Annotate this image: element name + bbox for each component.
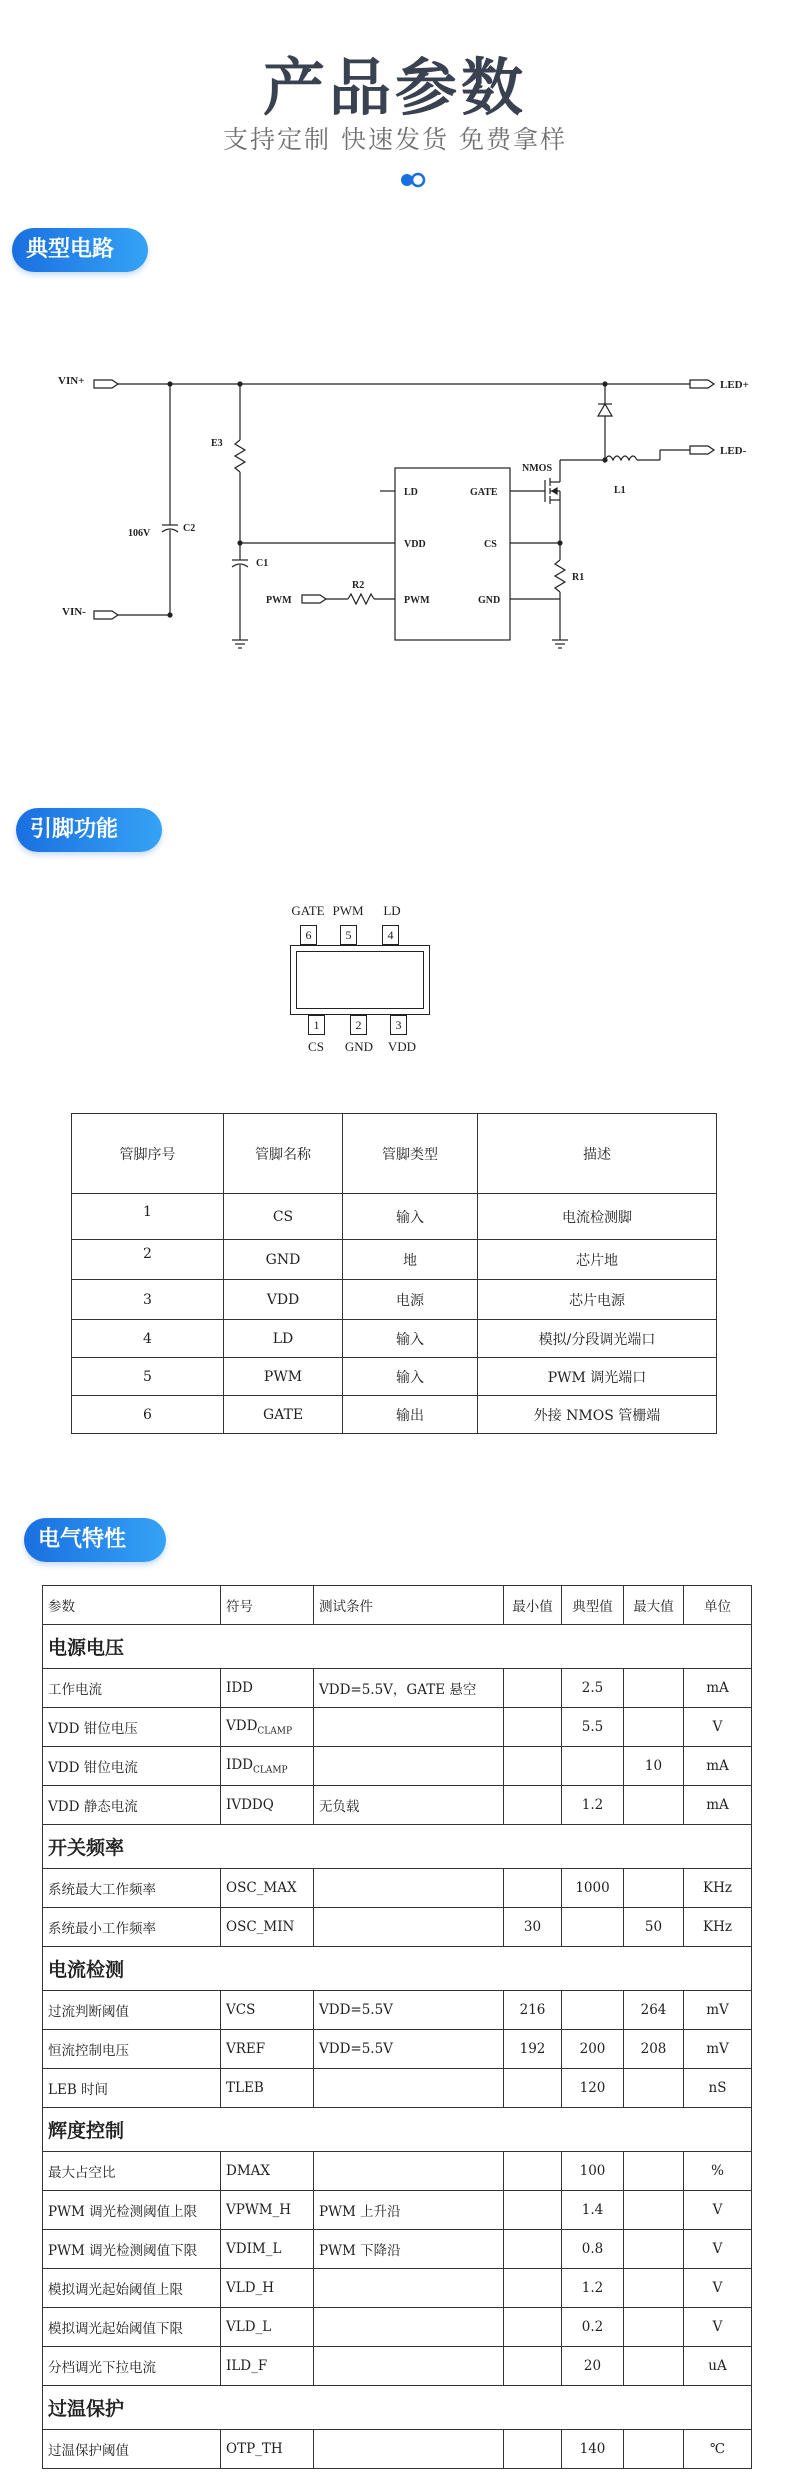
page-subtitle: 支持定制 快速发货 免费拿样 — [223, 125, 567, 154]
table-cell: uA — [684, 2347, 752, 2386]
table-cell — [624, 2152, 684, 2191]
table-cell: 5 — [72, 1358, 224, 1396]
table-cell: VDD 钳位电流 — [43, 1747, 221, 1786]
section-title-pins: 引脚功能 — [16, 808, 162, 852]
table-cell: 1 — [72, 1194, 224, 1240]
table-cell: OSC_MIN — [221, 1908, 314, 1947]
table-cell — [504, 2308, 562, 2347]
table-cell: VDD=5.5V，GATE 悬空 — [314, 1669, 504, 1708]
table-section-header — [43, 1625, 752, 1669]
e3-label: E3 — [211, 438, 223, 449]
table-cell: 30 — [504, 1908, 562, 1947]
table-cell — [562, 1991, 624, 2030]
table-cell: 无负载 — [314, 1786, 504, 1825]
table-cell — [314, 1869, 504, 1908]
ic-pin-cs: CS — [484, 539, 497, 550]
table-cell: KHz — [684, 1869, 752, 1908]
table-section-header — [43, 1947, 752, 1991]
electrical-table — [42, 1585, 752, 2469]
table-section-header — [43, 2386, 752, 2430]
table-cell: 1000 — [562, 1869, 624, 1908]
table-cell: 模拟调光起始阈值上限 — [43, 2269, 221, 2308]
table-cell — [221, 1747, 314, 1786]
table-cell — [624, 2191, 684, 2230]
table-cell — [562, 1747, 624, 1786]
table-cell: nS — [684, 2069, 752, 2108]
th-min: 最小值 — [504, 1586, 562, 1625]
table-cell — [624, 1869, 684, 1908]
c2-rating-label: 106V — [128, 528, 151, 539]
table-cell — [624, 1669, 684, 1708]
table-row — [43, 2069, 752, 2108]
table-cell: VDIM_L — [221, 2230, 314, 2269]
table-cell: DMAX — [221, 2152, 314, 2191]
table-cell — [504, 2347, 562, 2386]
table-cell: mA — [684, 1786, 752, 1825]
table-cell: 最大占空比 — [43, 2152, 221, 2191]
table-cell: VLD_L — [221, 2308, 314, 2347]
table-cell — [504, 1747, 562, 1786]
th-symbol: 符号 — [221, 1586, 314, 1625]
section-header-cell: 辉度控制 — [43, 2108, 752, 2152]
pin-num-2: 2 — [350, 1015, 367, 1035]
table-row — [43, 1747, 752, 1786]
table-cell — [504, 1708, 562, 1747]
ic-pin-gnd: GND — [478, 595, 501, 606]
table-cell: GATE — [224, 1396, 343, 1434]
table-cell: 过流判断阈值 — [43, 1991, 221, 2030]
table-cell — [314, 2152, 504, 2191]
pin-name-cs: CS — [308, 1039, 324, 1054]
table-cell: TLEB — [221, 2069, 314, 2108]
table-cell: mV — [684, 2030, 752, 2069]
table-cell — [314, 1908, 504, 1947]
table-cell: 2 — [72, 1240, 224, 1280]
th-max: 最大值 — [624, 1586, 684, 1625]
table-cell: PWM 上升沿 — [314, 2191, 504, 2230]
table-cell: OTP_TH — [221, 2430, 314, 2469]
table-cell: VDD=5.5V — [314, 2030, 504, 2069]
table-cell: 200 — [562, 2030, 624, 2069]
table-cell: V — [684, 1708, 752, 1747]
th-pin-name: 管脚名称 — [224, 1114, 343, 1194]
pin-name-gate: GATE — [291, 903, 325, 918]
table-row — [43, 1708, 752, 1747]
table-cell — [504, 2152, 562, 2191]
table-cell — [314, 2069, 504, 2108]
table-cell: 120 — [562, 2069, 624, 2108]
table-cell: VDD — [224, 1280, 343, 1320]
table-cell: 50 — [624, 1908, 684, 1947]
table-cell: IVDDQ — [221, 1786, 314, 1825]
pin-table — [71, 1113, 717, 1434]
table-cell: 分档调光下拉电流 — [43, 2347, 221, 2386]
table-cell: V — [684, 2269, 752, 2308]
table-row — [43, 1669, 752, 1708]
table-cell: 1.4 — [562, 2191, 624, 2230]
table-cell: VLD_H — [221, 2269, 314, 2308]
table-cell: 外接 NMOS 管栅端 — [478, 1396, 717, 1434]
table-cell: 芯片电源 — [478, 1280, 717, 1320]
table-cell: ILD_F — [221, 2347, 314, 2386]
table-cell — [221, 1708, 314, 1747]
table-cell — [562, 1908, 624, 1947]
table-cell: VDD 钳位电压 — [43, 1708, 221, 1747]
led-minus-label: LED- — [720, 445, 747, 457]
table-cell: 3 — [72, 1280, 224, 1320]
table-cell: OSC_MAX — [221, 1869, 314, 1908]
c1-label: C1 — [256, 558, 269, 569]
dot-inactive-icon — [412, 174, 424, 186]
l1-label: L1 — [614, 485, 626, 496]
vin-plus-label: VIN+ — [58, 375, 85, 387]
vin-minus-label: VIN- — [62, 606, 86, 618]
table-cell: mA — [684, 1747, 752, 1786]
table-cell — [504, 2230, 562, 2269]
pin-name-vdd: VDD — [387, 1039, 417, 1054]
table-cell: mV — [684, 1991, 752, 2030]
table-cell: 4 — [72, 1320, 224, 1358]
table-cell: 输入 — [343, 1320, 478, 1358]
pin-num-6: 6 — [300, 925, 317, 945]
table-cell: VDD=5.5V — [314, 1991, 504, 2030]
r1-label: R1 — [572, 572, 585, 583]
table-cell: 输出 — [343, 1396, 478, 1434]
table-cell: 264 — [624, 1991, 684, 2030]
table-cell — [624, 2308, 684, 2347]
pwm-input-label: PWM — [266, 595, 292, 606]
table-row — [43, 2030, 752, 2069]
r2-label: R2 — [352, 580, 365, 591]
table-cell: 192 — [504, 2030, 562, 2069]
table-cell: V — [684, 2230, 752, 2269]
table-cell: 地 — [343, 1240, 478, 1280]
section-header-cell: 开关频率 — [43, 1825, 752, 1869]
table-cell: VCS — [221, 1991, 314, 2030]
table-cell: IDD — [221, 1669, 314, 1708]
table-cell — [504, 1786, 562, 1825]
table-cell — [624, 1786, 684, 1825]
table-cell — [504, 2269, 562, 2308]
th-param: 参数 — [43, 1586, 221, 1625]
ic-pin-ld: LD — [404, 487, 418, 498]
table-cell — [314, 2430, 504, 2469]
table-cell: 模拟调光起始阈值下限 — [43, 2308, 221, 2347]
symbol-text: IDD — [226, 1756, 253, 1773]
table-cell — [314, 2308, 504, 2347]
table-cell — [504, 2191, 562, 2230]
table-cell: 0.2 — [562, 2308, 624, 2347]
table-cell — [504, 1869, 562, 1908]
th-pin-desc: 描述 — [478, 1114, 717, 1194]
table-cell: PWM 调光检测阈值下限 — [43, 2230, 221, 2269]
table-cell: PWM 下降沿 — [314, 2230, 504, 2269]
table-cell: 216 — [504, 1991, 562, 2030]
pin-num-4: 4 — [382, 925, 399, 945]
table-cell — [624, 2269, 684, 2308]
table-cell: 过温保护阈值 — [43, 2430, 221, 2469]
table-row — [43, 2347, 752, 2386]
pin-name-pwm: PWM — [332, 903, 364, 918]
table-row — [43, 2308, 752, 2347]
table-cell: VREF — [221, 2030, 314, 2069]
table-cell — [504, 2430, 562, 2469]
table-row — [43, 2230, 752, 2269]
circuit-diagram — [0, 360, 790, 660]
package-body — [290, 945, 430, 1015]
table-cell — [504, 2069, 562, 2108]
table-cell — [314, 1747, 504, 1786]
table-cell: 1.2 — [562, 1786, 624, 1825]
pin-num-3: 3 — [390, 1015, 407, 1035]
section-header-cell: 电流检测 — [43, 1947, 752, 1991]
table-cell: 140 — [562, 2430, 624, 2469]
table-cell: 芯片地 — [478, 1240, 717, 1280]
pin-num-1: 1 — [308, 1015, 325, 1035]
table-cell: VDD 静态电流 — [43, 1786, 221, 1825]
table-cell — [624, 2230, 684, 2269]
table-cell: LD — [224, 1320, 343, 1358]
table-section-header — [43, 2108, 752, 2152]
section-title-electrical: 电气特性 — [24, 1518, 166, 1562]
symbol-subscript: CLAMP — [252, 1765, 288, 1776]
table-cell: PWM 调光端口 — [478, 1358, 717, 1396]
table-cell: 输入 — [343, 1358, 478, 1396]
th-pin-type: 管脚类型 — [343, 1114, 478, 1194]
section-header-cell: 过温保护 — [43, 2386, 752, 2430]
package-diagram — [288, 903, 448, 1093]
table-row — [43, 1991, 752, 2030]
table-cell: PWM — [224, 1358, 343, 1396]
table-cell: PWM 调光检测阈值上限 — [43, 2191, 221, 2230]
table-cell: 0.8 — [562, 2230, 624, 2269]
table-cell: 6 — [72, 1396, 224, 1434]
symbol-text: VDD — [226, 1717, 258, 1734]
table-row — [43, 1908, 752, 1947]
table-cell: V — [684, 2191, 752, 2230]
table-cell: 输入 — [343, 1194, 478, 1240]
table-cell — [624, 1708, 684, 1747]
table-cell: 1.2 — [562, 2269, 624, 2308]
table-cell: KHz — [684, 1908, 752, 1947]
th-condition: 测试条件 — [314, 1586, 504, 1625]
table-cell: GND — [224, 1240, 343, 1280]
table-cell: V — [684, 2308, 752, 2347]
table-cell: VPWM_H — [221, 2191, 314, 2230]
table-row — [43, 1869, 752, 1908]
table-row — [43, 2269, 752, 2308]
table-cell: 恒流控制电压 — [43, 2030, 221, 2069]
table-cell: 模拟/分段调光端口 — [478, 1320, 717, 1358]
dots-indicator — [399, 171, 427, 189]
table-row — [43, 1786, 752, 1825]
table-cell — [314, 1708, 504, 1747]
symbol-subscript: CLAMP — [257, 1726, 293, 1737]
table-section-header — [43, 1825, 752, 1869]
pin-name-ld: LD — [383, 903, 401, 918]
led-plus-label: LED+ — [720, 379, 749, 391]
table-cell: 2.5 — [562, 1669, 624, 1708]
table-cell — [624, 2069, 684, 2108]
table-row — [43, 2191, 752, 2230]
th-unit: 单位 — [684, 1586, 752, 1625]
table-cell: 5.5 — [562, 1708, 624, 1747]
table-cell: ℃ — [684, 2430, 752, 2469]
table-cell: 电流检测脚 — [478, 1194, 717, 1240]
table-cell: 系统最大工作频率 — [43, 1869, 221, 1908]
table-cell: 208 — [624, 2030, 684, 2069]
table-cell: 20 — [562, 2347, 624, 2386]
table-cell: 电源 — [343, 1280, 478, 1320]
pin-num-5: 5 — [340, 925, 357, 945]
c2-label: C2 — [183, 523, 196, 534]
table-cell — [504, 1669, 562, 1708]
section-header-cell: 电源电压 — [43, 1625, 752, 1669]
th-pin-no: 管脚序号 — [72, 1114, 224, 1194]
table-cell: 10 — [624, 1747, 684, 1786]
table-row — [43, 2152, 752, 2191]
table-cell: mA — [684, 1669, 752, 1708]
table-cell — [624, 2347, 684, 2386]
th-typ: 典型值 — [562, 1586, 624, 1625]
table-cell: CS — [224, 1194, 343, 1240]
page-title: 产品参数 — [262, 51, 527, 124]
table-cell: % — [684, 2152, 752, 2191]
ic-pin-pwm: PWM — [404, 595, 430, 606]
table-cell: LEB 时间 — [43, 2069, 221, 2108]
table-cell: 100 — [562, 2152, 624, 2191]
ic-pin-gate: GATE — [470, 487, 498, 498]
ic-pin-vdd: VDD — [404, 539, 426, 550]
pin-name-gnd: GND — [344, 1039, 374, 1054]
nmos-label: NMOS — [522, 463, 552, 474]
table-cell: 系统最小工作频率 — [43, 1908, 221, 1947]
table-row — [43, 2430, 752, 2469]
section-title-circuit: 典型电路 — [12, 228, 148, 272]
table-cell: 工作电流 — [43, 1669, 221, 1708]
table-cell — [314, 2347, 504, 2386]
table-cell — [314, 2269, 504, 2308]
table-cell — [624, 2430, 684, 2469]
